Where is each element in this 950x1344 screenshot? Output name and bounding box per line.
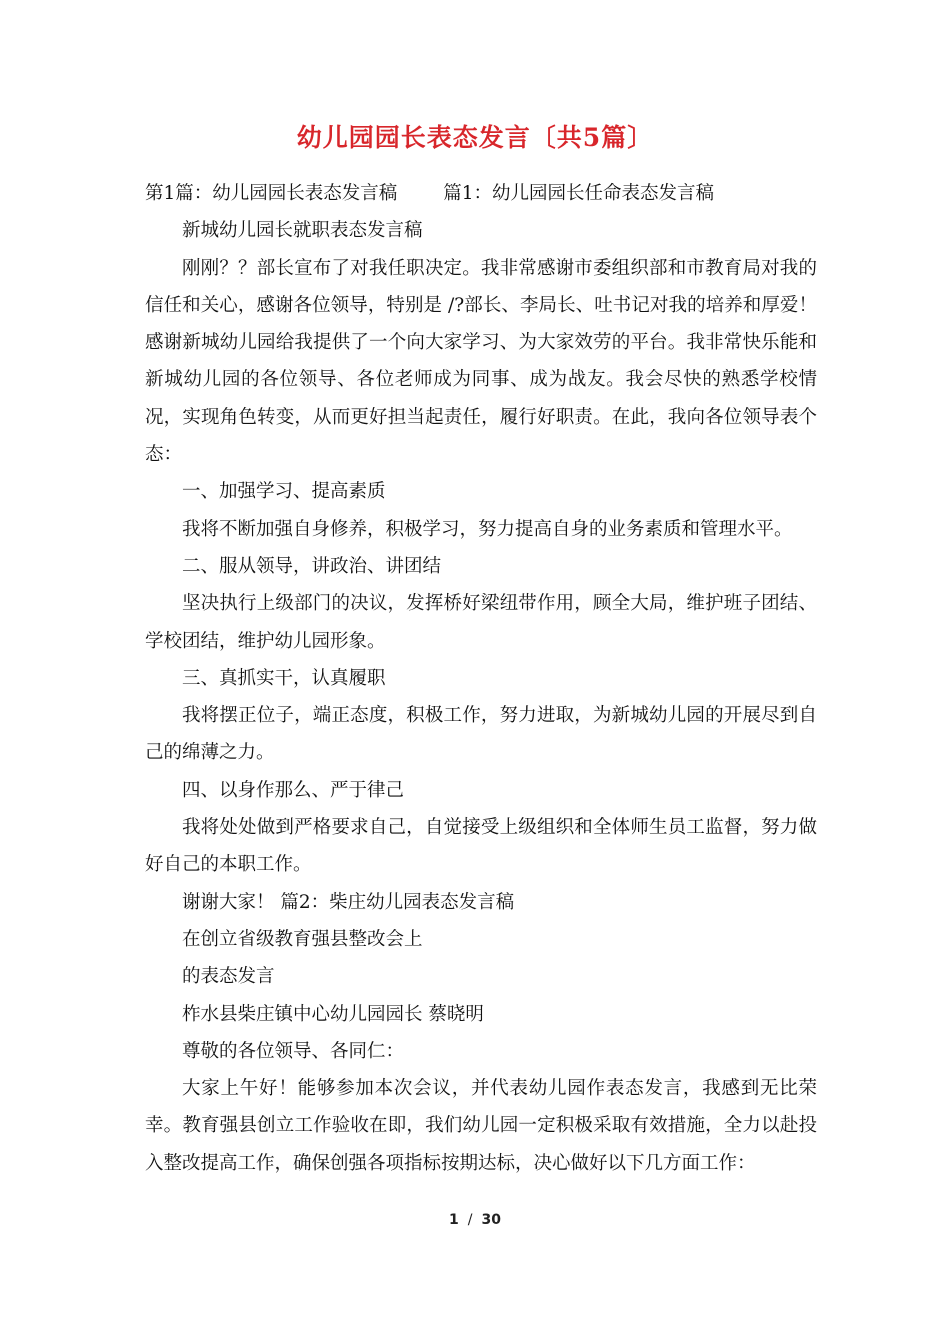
page-separator: /: [467, 1212, 473, 1228]
section-body-1: 我将不断加强自身修养，积极学习，努力提高自身的业务素质和管理水平。: [182, 518, 793, 540]
section-body-4: 我将处处做到严格要求自己，自觉接受上级组织和全体师生员工监督，努力做好自己的本职工作。: [145, 817, 817, 876]
speech2-title-line2: 的表态发言: [182, 966, 275, 988]
section-heading-3: 三、真抓实干，认真履职: [182, 667, 386, 689]
closing-line: 谢谢大家！ 篇2：柴庄幼儿园表态发言稿: [182, 891, 515, 913]
speech2-author: 柞水县柴庄镇中心幼儿园园长 蔡晓明: [182, 1003, 484, 1025]
speech2-salutation: 尊敬的各位领导、各同仁：: [182, 1040, 405, 1062]
heading-line: [145, 175, 817, 212]
speech2-title-line1: 在创立省级教育强县整改会上: [182, 928, 423, 950]
heading-part-a: 第1篇：幼儿园园长表态发言稿: [145, 183, 398, 204]
page-number: [0, 1212, 950, 1228]
paragraph-subtitle: 新城幼儿园长就职表态发言稿: [182, 220, 423, 242]
heading-part-b: 篇1：幼儿园园长任命表态发言稿: [443, 183, 715, 204]
paragraph-intro: 刚刚？？部长宣布了对我任职决定。我非常感谢市委组织部和市教育局对我的信任和关心，感谢各位领导，特别是 /?部长、李局长、吐书记对我的培养和厚爱！感谢新城幼儿园给我提供了一个向大家学习、为大家效劳的平台。我非常快乐能和新城幼儿园的各位领导、各位老师成为同事、成为战友。我会尽快的熟悉学校情况，实现角色转变，从而更好担当起责任，履行好职责。在此，我向各位领导表个态：: [145, 257, 817, 466]
section-heading-1: 一、加强学习、提高素质: [182, 481, 386, 503]
section-body-3: 我将摆正位子，端正态度，积极工作，努力进取，为新城幼儿园的开展尽到自己的绵薄之力。: [145, 705, 817, 764]
section-heading-4: 四、以身作那么、严于律己: [182, 779, 405, 801]
section-body-2: 坚决执行上级部门的决议，发挥桥好梁纽带作用，顾全大局，维护班子团结、学校团结，维护幼儿园形象。: [145, 593, 817, 652]
document-title: 幼儿园园长表态发言〔共5篇〕: [296, 123, 654, 152]
total-pages: 30: [481, 1212, 501, 1228]
document-body: [145, 175, 817, 1182]
speech2-body: 大家上午好！能够参加本次会议，并代表幼儿园作表态发言，我感到无比荣幸。教育强县创立工作验收在即，我们幼儿园一定积极采取有效措施，全力以赴投入整改提高工作，确保创强各项指标按期达标，决心做好以下几方面工作：: [145, 1078, 817, 1174]
section-heading-2: 二、服从领导，讲政治、讲团结: [182, 555, 442, 577]
current-page: 1: [449, 1212, 459, 1228]
